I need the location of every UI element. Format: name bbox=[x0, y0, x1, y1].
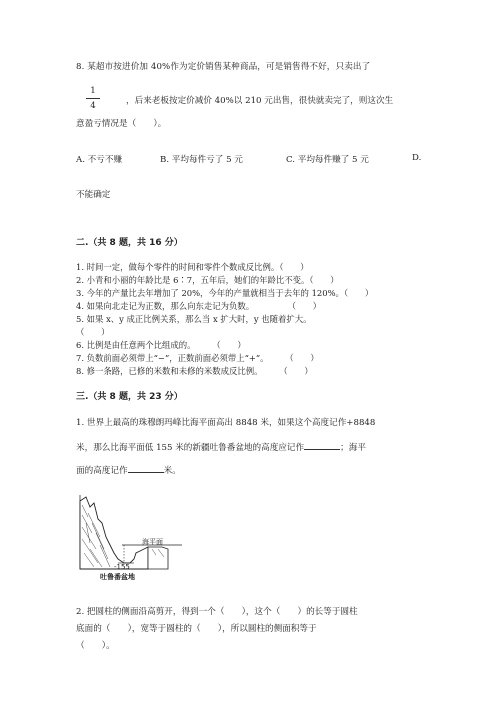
mountain-shape bbox=[80, 497, 148, 569]
s3-q1-line1: 1. 世界上最高的珠穆朗玛峰比海平面高出 8848 米，如果这个高度记作+8848 bbox=[76, 418, 376, 428]
s3-q2-line3: （ ）。 bbox=[76, 641, 115, 651]
q8-option-c: C. 平均每件赚了 5 元 bbox=[286, 155, 369, 165]
q8-option-b: B. 平均每件亏了 5 元 bbox=[160, 155, 243, 165]
s3-q1-line3-tail: 米。 bbox=[163, 466, 181, 476]
q8-fraction-denominator: 4 bbox=[90, 101, 96, 111]
tf-item-5: 5. 如果 x、y 成正比例关系，那么当 x 扩大时，y 也随着扩大。 bbox=[76, 314, 312, 324]
s3-q1-line2 bbox=[76, 440, 366, 453]
q8-fraction-bar bbox=[86, 98, 100, 99]
answer-blank-2[interactable] bbox=[128, 463, 164, 473]
tf-item-4: 4. 如果向北走记为正数，那么向东走记为负数。 （ ） bbox=[76, 301, 322, 311]
q8-fraction-numerator: 1 bbox=[90, 86, 96, 96]
turpan-basin-figure bbox=[78, 493, 188, 583]
tf-item-2: 2. 小青和小丽的年龄比是 6∶7，五年后，她们的年龄比不变。（ ） bbox=[76, 275, 339, 285]
tf-item-8: 8. 修一条路，已修的米数和未修的米数成反比例。 （ ） bbox=[76, 366, 313, 376]
q8-line1: 8. 某超市按进价加 40%作为定价销售某种商品，可是销售得不好，只卖出了 bbox=[76, 62, 371, 72]
figure-caption: 吐鲁番盆地 bbox=[100, 573, 135, 581]
q8-line3: 意盈亏情况是（ ）。 bbox=[76, 119, 167, 129]
tf-item-5-bracket: （ ） bbox=[76, 327, 110, 337]
tf-item-3: 3. 今年的产量比去年增加了 20%，今年的产量就相当于去年的 120%。（ ） bbox=[76, 288, 374, 298]
s3-q2-line2: 底面的（ ），宽等于圆柱的（ ），所以圆柱的侧面积等于 bbox=[76, 624, 317, 634]
s3-q1-line2-text: 米，那么比海平面低 155 米的新疆吐鲁番盆地的高度应记作 bbox=[76, 443, 305, 453]
section2-title: 二.（共 8 题，共 16 分） bbox=[76, 238, 183, 248]
s3-q1-line3 bbox=[76, 463, 181, 476]
section3-title: 三.（共 8 题，共 23 分） bbox=[76, 392, 183, 402]
depth-label: -155 bbox=[114, 563, 130, 571]
sea-level-label: 海平面 bbox=[142, 538, 163, 546]
answer-blank-1[interactable] bbox=[304, 440, 340, 450]
tf-item-6: 6. 比例是由任意两个比组成的。 （ ） bbox=[76, 340, 246, 350]
s3-q1-line2-tail: ；海平 bbox=[340, 443, 366, 453]
q8-option-d: D. bbox=[412, 153, 422, 163]
q8-fraction bbox=[86, 86, 100, 111]
tf-item-1: 1. 时间一定，做每个零件的时间和零件个数成反比例。（ ） bbox=[76, 262, 309, 272]
s3-q1-line3-text: 面的高度记作 bbox=[76, 466, 128, 476]
q8-line2: ，后来老板按定价减价 40%以 210 元出售，很快就卖完了，则这次生 bbox=[126, 96, 394, 106]
tf-item-7: 7. 负数前面必须带上“−”，正数前面必须带上“+”。 （ ） bbox=[76, 353, 319, 363]
q8-option-d-text: 不能确定 bbox=[76, 190, 111, 200]
basin-diagram bbox=[78, 493, 188, 583]
q8-option-a: A. 不亏不赚 bbox=[76, 155, 123, 165]
s3-q2-line1: 2. 把圆柱的侧面沿高剪开，得到一个（ ），这个（ ）的长等于圆柱 bbox=[76, 607, 358, 617]
plateau-shape bbox=[148, 547, 168, 569]
